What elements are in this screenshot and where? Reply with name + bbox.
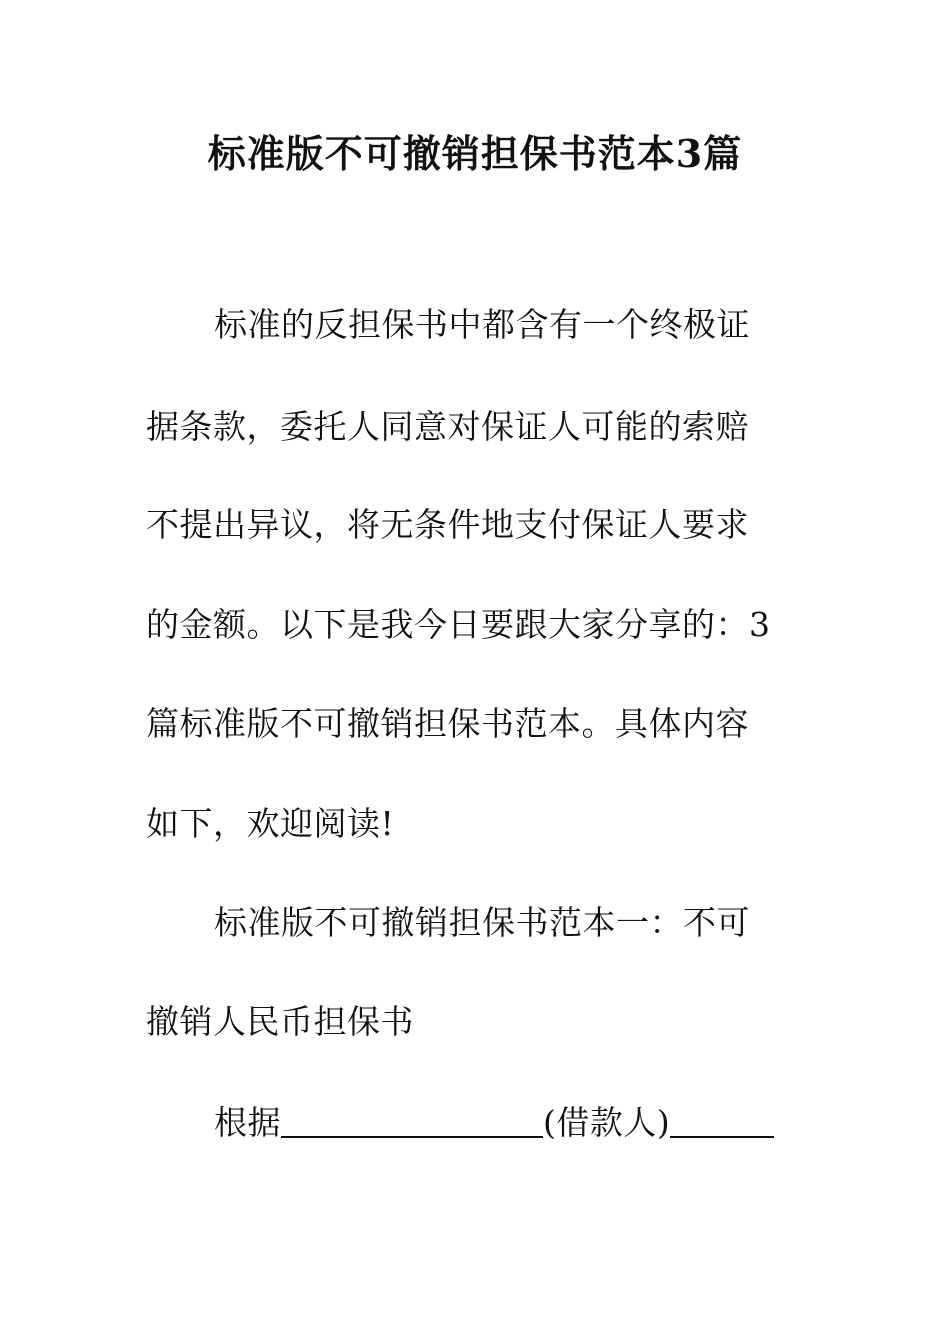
intro-line-1: 标准的反担保书中都含有一个终极证: [214, 305, 750, 344]
guarantee-clause-line: [214, 1101, 774, 1145]
intro-line-6: 如下，欢迎阅读!: [146, 804, 395, 843]
clause-prefix: 根据: [214, 1103, 281, 1142]
intro-line-3: 不提出异议，将无条件地支付保证人要求: [146, 505, 749, 544]
document-title: 标准版不可撤销担保书范本3篇: [207, 131, 743, 176]
section-heading-line-2: 撤销人民币担保书: [146, 1002, 414, 1041]
borrower-name-blank[interactable]: [281, 1106, 543, 1138]
trailing-blank[interactable]: [670, 1106, 774, 1138]
section-heading-line-1: 标准版不可撤销担保书范本一：不可: [214, 903, 750, 942]
intro-line-4: 的金额。以下是我今日要跟大家分享的：3: [146, 605, 771, 644]
borrower-label: (借款人): [543, 1103, 671, 1142]
intro-line-5: 篇标准版不可撤销担保书范本。具体内容: [146, 704, 749, 743]
intro-line-2: 据条款，委托人同意对保证人可能的索赔: [146, 407, 749, 446]
